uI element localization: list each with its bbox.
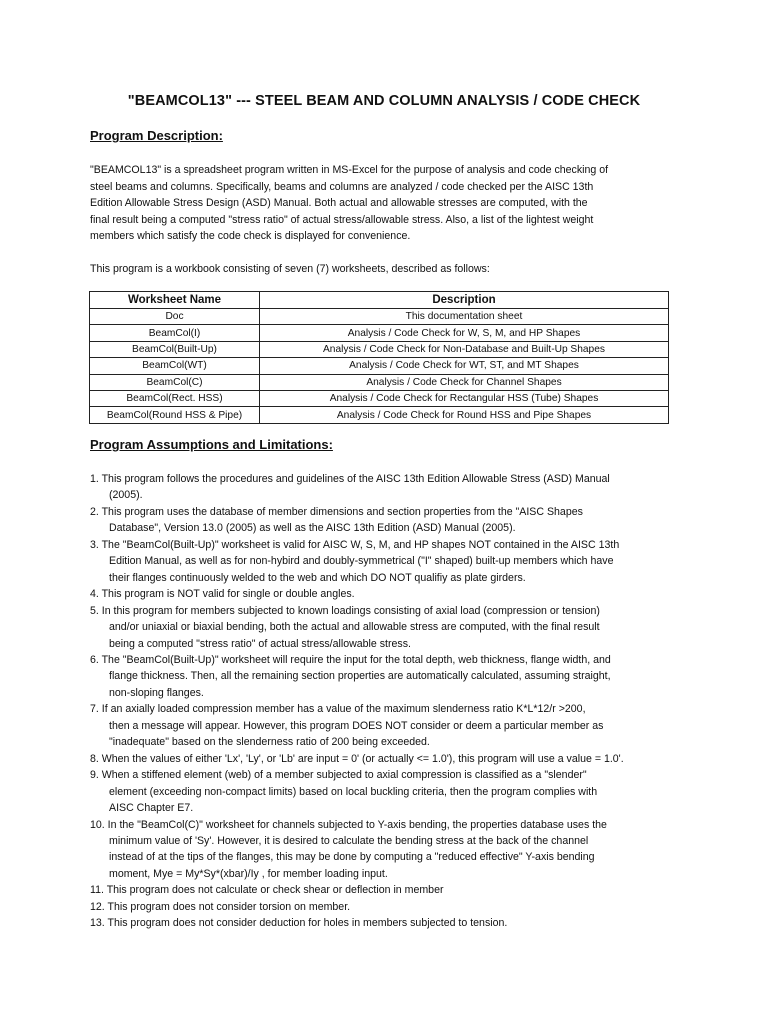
list-item-line: 4. This program is NOT valid for single or double angles.: [90, 588, 355, 601]
list-item-line: 6. The "BeamCol(Built-Up)" worksheet will require the input for the total depth, web thickness, flange width, and: [90, 653, 611, 666]
list-item-line: minimum value of 'Sy'. However, it is desired to calculate the bending stress at the back of the channel: [109, 834, 589, 847]
worksheet-description-cell: Analysis / Code Check for Non-Database and Built-Up Shapes: [260, 341, 669, 357]
list-item-line: 8. When the values of either 'Lx', 'Ly', or 'Lb' are input = 0' (or actually <= 1.0'), this program will use a value = 1.0'.: [90, 752, 624, 765]
list-item-line: then a message will appear. However, this program DOES NOT consider or deem a particular member as: [109, 719, 604, 732]
list-item: [90, 504, 690, 537]
list-item: [90, 701, 690, 750]
list-item-line: 2. This program uses the database of member dimensions and section properties from the "AISC Shapes: [90, 505, 583, 518]
worksheet-name-cell: BeamCol(Round HSS & Pipe): [90, 407, 260, 423]
list-item-line: 3. The "BeamCol(Built-Up)" worksheet is valid for AISC W, S, M, and HP shapes NOT contained in the AISC 13th: [90, 538, 620, 551]
description-line: "BEAMCOL13" is a spreadsheet program written in MS-Excel for the purpose of analysis and code checking of: [90, 164, 609, 176]
table-header-row: [90, 292, 669, 309]
worksheet-name-cell: BeamCol(WT): [90, 358, 260, 374]
list-item: [90, 751, 690, 767]
table-row: [90, 374, 669, 390]
list-item-line: 5. In this program for members subjected to known loadings consisting of axial load (compression or tension): [90, 604, 600, 617]
list-item-line: flange thickness. Then, all the remaining section properties are automatically calculated, assuming straight,: [109, 670, 611, 683]
description-line: final result being a computed "stress ratio" of actual stress/allowable stress. Also, a list of the lightest weight: [90, 213, 594, 226]
table-row: [90, 341, 669, 357]
list-item-line: non-sloping flanges.: [109, 686, 204, 699]
list-item-line: "inadequate" based on the slenderness ratio of 200 being exceeded.: [109, 736, 430, 749]
worksheet-name-cell: BeamCol(C): [90, 374, 260, 390]
list-item-line: (2005).: [109, 489, 143, 502]
list-item-line: 1. This program follows the procedures and guidelines of the AISC 13th Edition Allowable Stress (ASD) Manual: [90, 473, 610, 485]
worksheet-description-cell: This documentation sheet: [260, 309, 669, 325]
list-item-line: element (exceeding non-compact limits) based on local buckling criteria, then the program complies with: [109, 785, 598, 798]
worksheet-name-cell: BeamCol(Rect. HSS): [90, 390, 260, 406]
table-row: [90, 358, 669, 374]
list-item: [90, 586, 690, 602]
list-item: [90, 767, 690, 816]
worksheet-table: [89, 291, 669, 424]
table-row: [90, 407, 669, 423]
list-item-line: and/or uniaxial or biaxial bending, both the actual and allowable stress are computed, with the final result: [109, 621, 600, 634]
worksheet-description-cell: Analysis / Code Check for Round HSS and Pipe Shapes: [260, 407, 669, 423]
assumptions-heading: Program Assumptions and Limitations:: [90, 437, 333, 452]
list-item-line: Database", Version 13.0 (2005) as well as the AISC 13th Edition (ASD) Manual (2005).: [109, 522, 516, 535]
list-item: [90, 817, 690, 883]
list-item-line: AISC Chapter E7.: [109, 802, 194, 815]
assumptions-list: [90, 471, 690, 932]
list-item-line: moment, Mye = My*Sy*(xbar)/Iy , for member loading input.: [109, 867, 388, 880]
workbook-intro: This program is a workbook consisting of seven (7) worksheets, described as follows:: [90, 263, 490, 275]
list-item-line: Edition Manual, as well as for non-hybird and doubly-symmetrical ("I" shaped) built-up members which have: [109, 555, 614, 568]
list-item-line: 13. This program does not consider deduction for holes in members subjected to tension.: [90, 917, 508, 930]
worksheet-name-cell: BeamCol(Built-Up): [90, 341, 260, 357]
description-line: Edition Allowable Stress Design (ASD) Manual. Both actual and allowable stresses are computed, with the: [90, 197, 588, 210]
list-item: [90, 603, 690, 652]
table-row: [90, 309, 669, 325]
list-item: [90, 471, 690, 504]
list-item: [90, 652, 690, 701]
list-item-line: 7. If an axially loaded compression member has a value of the maximum slenderness ratio K*L*12/r >200,: [90, 703, 586, 716]
column-header-description: Description: [260, 292, 669, 309]
worksheet-description-cell: Analysis / Code Check for Channel Shapes: [260, 374, 669, 390]
table-row: [90, 390, 669, 406]
list-item-line: 9. When a stiffened element (web) of a member subjected to axial compression is classified as a "slender": [90, 769, 587, 782]
list-item-line: 11. This program does not calculate or check shear or deflection in member: [90, 884, 444, 897]
list-item-line: 10. In the "BeamCol(C)" worksheet for channels subjected to Y-axis bending, the properties database uses the: [90, 818, 607, 831]
page-title: "BEAMCOL13" --- STEEL BEAM AND COLUMN ANALYSIS / CODE CHECK: [127, 93, 641, 109]
description-heading: Program Description:: [90, 128, 223, 143]
worksheet-description-cell: Analysis / Code Check for WT, ST, and MT Shapes: [260, 358, 669, 374]
list-item: [90, 915, 690, 931]
table-row: [90, 325, 669, 341]
worksheet-name-cell: BeamCol(I): [90, 325, 260, 341]
list-item-line: instead of at the tips of the flanges, this may be done by computing a "reduced effective" Y-axis bending: [109, 851, 595, 864]
description-line: steel beams and columns. Specifically, beams and columns are analyzed / code checked per the AISC 13th: [90, 180, 594, 193]
worksheet-name-cell: Doc: [90, 309, 260, 325]
list-item-line: being a computed "stress ratio" of actual stress/allowable stress.: [109, 637, 411, 650]
worksheet-description-cell: Analysis / Code Check for Rectangular HSS (Tube) Shapes: [260, 390, 669, 406]
worksheet-description-cell: Analysis / Code Check for W, S, M, and HP Shapes: [260, 325, 669, 341]
list-item: [90, 882, 690, 898]
list-item-line: 12. This program does not consider torsion on member.: [90, 900, 351, 913]
column-header-worksheet-name: Worksheet Name: [90, 292, 260, 309]
description-line: members which satisfy the code check is displayed for convenience.: [90, 230, 411, 243]
description-paragraph: [90, 162, 690, 245]
list-item-line: their flanges continuously welded to the web and which DO NOT qualifiy as plate girders.: [109, 571, 526, 584]
list-item: [90, 899, 690, 915]
list-item: [90, 537, 690, 586]
